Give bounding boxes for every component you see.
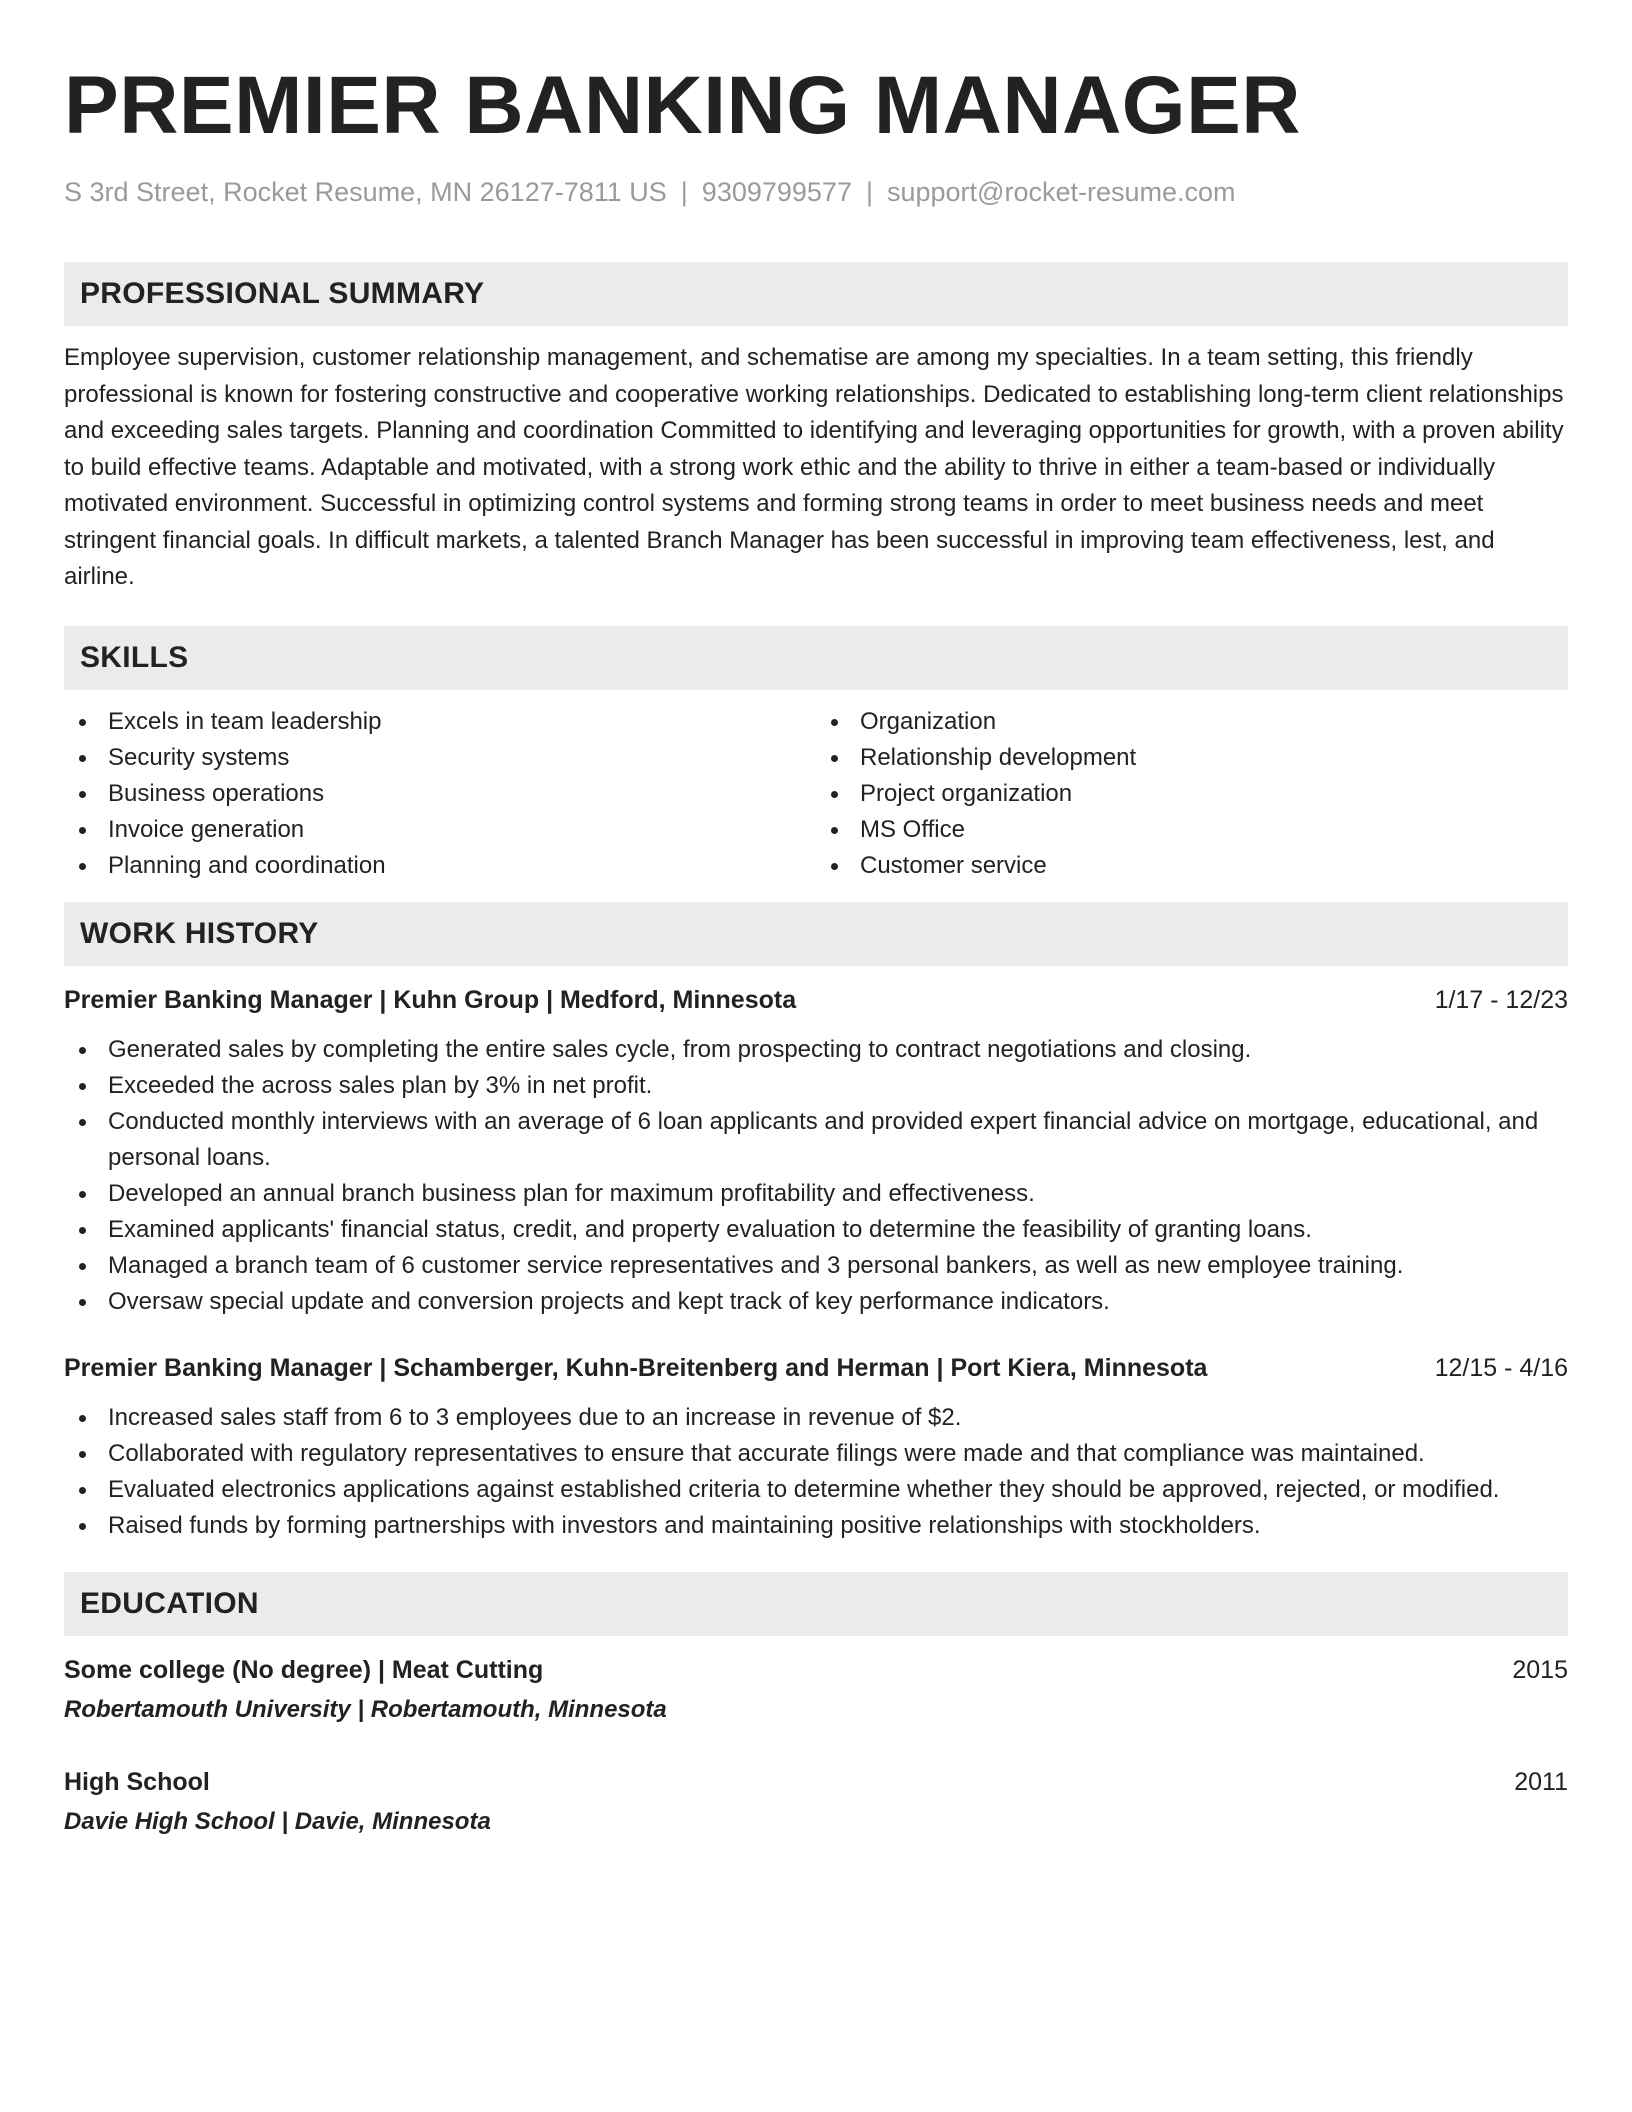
job-bullet: Evaluated electronics applications against established criteria to determine whether they should be approved, rejected, or modified. (64, 1472, 1568, 1508)
education-degree: High School (64, 1767, 210, 1796)
job-bullet: Developed an annual branch business plan for maximum profitability and effectiveness. (64, 1176, 1568, 1212)
job-bullet: Increased sales staff from 6 to 3 employees due to an increase in revenue of $2. (64, 1400, 1568, 1436)
education-school: Robertamouth University | Robertamouth, Minnesota (64, 1695, 667, 1723)
job-bullet: Exceeded the across sales plan by 3% in net profit. (64, 1068, 1568, 1104)
skill-item: Planning and coordination (64, 848, 816, 884)
job-header (64, 1350, 1568, 1386)
skills-list (64, 704, 1568, 884)
skills-column-left (64, 704, 816, 884)
summary-text: Employee supervision, customer relationship management, and schematise are among my specialties. In a team setting, this friendly professional is known for fostering constructive and cooperative working relationships. Dedicated to establishing long-term client relationships and exceeding sales targets. Planning and coordination Committed to identifying and leveraging opportunities for growth, with a proven ability to build effective teams. Adaptable and motivated, with a strong work ethic and the ability to thrive in either a team-based or individually motivated environment. Successful in optimizing control systems and forming strong teams in order to meet business needs and meet stringent financial goals. In difficult markets, a talented Branch Manager has been successful in improving team effectiveness, lest, and airline. (64, 344, 1564, 590)
skills-column-right (816, 704, 1568, 884)
contact-email: support@rocket-resume.com (886, 177, 1236, 207)
education-degree: Some college (No degree) | Meat Cutting (64, 1655, 544, 1684)
education-heading: EDUCATION (64, 1572, 1568, 1636)
contact-line (64, 174, 1568, 210)
education-entry (64, 1652, 1568, 1728)
resume-name: PREMIER BANKING MANAGER (64, 60, 1301, 151)
education-year: 2015 (1512, 1655, 1568, 1684)
job-bullet: Examined applicants' financial status, credit, and property evaluation to determine the feasibility of granting loans. (64, 1212, 1568, 1248)
job-title: Premier Banking Manager | Schamberger, Kuhn-Breitenberg and Herman | Port Kiera, Minnesota (64, 1353, 1208, 1382)
education-header (64, 1764, 1568, 1800)
job-dates: 12/15 - 4/16 (1434, 1353, 1568, 1382)
skills-heading: SKILLS (64, 626, 1568, 690)
job-bullet: Collaborated with regulatory representatives to ensure that accurate filings were made and that compliance was maintained. (64, 1436, 1568, 1472)
summary-heading: PROFESSIONAL SUMMARY (64, 262, 1568, 326)
job-dates: 1/17 - 12/23 (1434, 985, 1568, 1014)
job-bullet: Conducted monthly interviews with an average of 6 loan applicants and provided expert financial advice on mortgage, educational, and personal loans. (64, 1104, 1568, 1176)
skill-item: Security systems (64, 740, 816, 776)
skill-item: Project organization (816, 776, 1568, 812)
job-bullet: Raised funds by forming partnerships with investors and maintaining positive relationships with stockholders. (64, 1508, 1568, 1544)
skill-item: Relationship development (816, 740, 1568, 776)
education-year: 2011 (1514, 1767, 1568, 1796)
skill-item: Invoice generation (64, 812, 816, 848)
skill-item: MS Office (816, 812, 1568, 848)
job-bullets (64, 1400, 1568, 1544)
job-bullet: Oversaw special update and conversion projects and kept track of key performance indicators. (64, 1284, 1568, 1320)
contact-address: S 3rd Street, Rocket Resume, MN 26127-7811 US (64, 177, 667, 207)
skill-item: Excels in team leadership (64, 704, 816, 740)
job-bullets (64, 1032, 1568, 1320)
contact-separator: | (865, 177, 873, 207)
job-header (64, 982, 1568, 1018)
work-history-heading: WORK HISTORY (64, 902, 1568, 966)
education-school: Davie High School | Davie, Minnesota (64, 1807, 491, 1835)
job-title: Premier Banking Manager | Kuhn Group | Medford, Minnesota (64, 985, 797, 1014)
contact-phone: 9309799577 (701, 177, 852, 207)
skill-item: Customer service (816, 848, 1568, 884)
education-entry (64, 1764, 1568, 1840)
skill-item: Organization (816, 704, 1568, 740)
contact-separator: | (680, 177, 688, 207)
job-bullet: Generated sales by completing the entire sales cycle, from prospecting to contract negotiations and closing. (64, 1032, 1568, 1068)
job-bullet: Managed a branch team of 6 customer service representatives and 3 personal bankers, as well as new employee training. (64, 1248, 1568, 1284)
education-header (64, 1652, 1568, 1688)
skill-item: Business operations (64, 776, 816, 812)
